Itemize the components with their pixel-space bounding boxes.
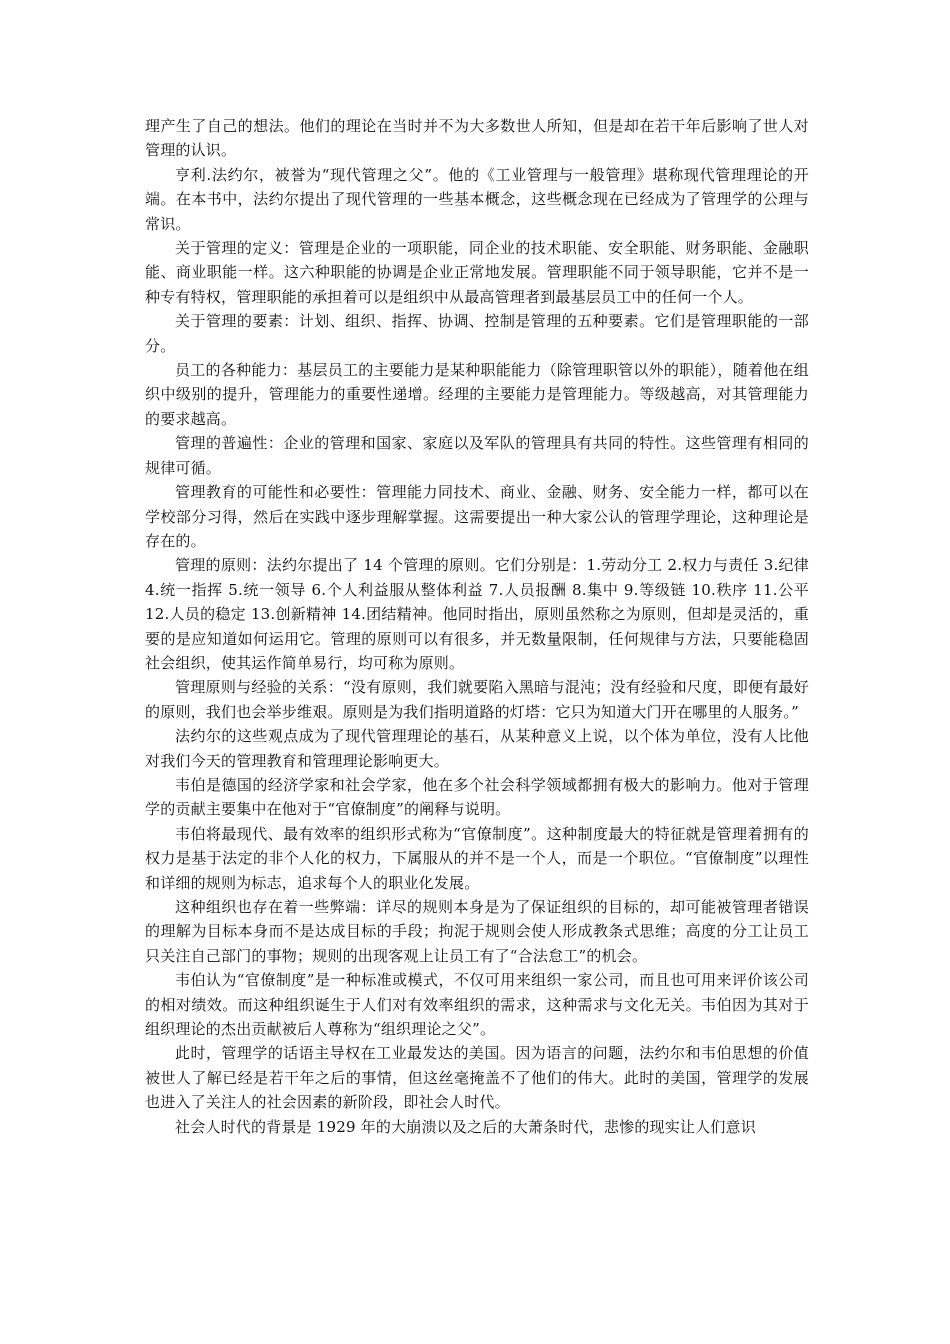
paragraph-12: 韦伯将最现代、最有效率的组织形式称为“官僚制度”。这种制度最大的特征就是管理着拥有的权力是基于法定的非个人化的权力，下属服从的并不是一个人，而是一个职位。“官僚制度”以理性和详细的规则为标志，追求每个人的职业化发展。 [145, 824, 809, 892]
paragraph-9: 管理原则与经验的关系：“没有原则，我们就要陷入黑暗与混沌；没有经验和尺度，即便有最好的原则，我们也会举步维艰。原则是为我们指明道路的灯塔：它只为知道大门开在哪里的人服务。” [145, 678, 809, 721]
paragraph-10: 法约尔的这些观点成为了现代管理理论的基石，从某种意义上说，以个体为单位，没有人比他对我们今天的管理教育和管理理论影响更大。 [145, 727, 809, 770]
paragraph-4: 关于管理的要素：计划、组织、指挥、协调、控制是管理的五种要素。它们是管理职能的一部分。 [145, 312, 809, 355]
paragraph-13: 这种组织也存在着一些弊端：详尽的规则本身是为了保证组织的目标的，却可能被管理者错误的理解为目标本身而不是达成目标的手段；拘泥于规则会使人形成教条式思维；高度的分工让员工只关注自己部门的事物；规则的出现客观上让员工有了“合法怠工”的机会。 [145, 898, 809, 965]
paragraph-5: 员工的各种能力：基层员工的主要能力是某种职能能力（除管理职管以外的职能），随着他在组织中级别的提升，管理能力的重要性递增。经理的主要能力是管理能力。等级越高，对其管理能力的要求越高。 [145, 361, 809, 428]
paragraph-8: 管理的原则：法约尔提出了 14 个管理的原则。它们分别是：1.劳动分工 2.权力与责任 3.纪律 4.统一指挥 5.统一领导 6.个人利益服从整体利益 7.人员报酬 8.集中 9.等级链 10.秩序 11.公平 12.人员的稳定 13.创新精神 14.团结精神。他同时指出，原则虽然称之为原则，但却是灵活的，重要的是应知道如何运用它。管理的原则可以有很多，并无数量限制，任何规律与方法，只要能稳固社会组织，使其运作简单易行，均可称为原则。 [145, 556, 809, 672]
paragraph-3: 关于管理的定义：管理是企业的一项职能，同企业的技术职能、安全职能、财务职能、金融职能、商业职能一样。这六种职能的协调是企业正常地发展。管理职能不同于领导职能，它并不是一种专有特权，管理职能的承担着可以是组织中从最高管理者到最基层员工中的任何一个人。 [145, 239, 809, 306]
paragraph-11: 韦伯是德国的经济学家和社会学家，他在多个社会科学领域都拥有极大的影响力。他对于管理学的贡献主要集中在他对于“官僚制度”的阐释与说明。 [145, 775, 809, 819]
paragraph-6: 管理的普遍性：企业的管理和国家、家庭以及军队的管理具有共同的特性。这些管理有相同的规律可循。 [145, 434, 809, 477]
paragraph-2: 亨利.法约尔，被誉为“现代管理之父”。他的《工业管理与一般管理》堪称现代管理理论的开端。在本书中，法约尔提出了现代管理的一些基本概念，这些概念现在已经成为了管理学的公理与常识。 [145, 165, 809, 233]
paragraph-1: 理产生了自己的想法。他们的理论在当时并不为大多数世人所知，但是却在若干年后影响了世人对管理的认识。 [145, 117, 809, 160]
paragraph-16: 社会人时代的背景是 1929 年的大崩溃以及之后的大萧条时代，悲惨的现实让人们意识 [175, 1117, 756, 1136]
paragraph-14: 韦伯认为“官僚制度”是一种标准或模式，不仅可用来组织一家公司，而且也可用来评价该公司的相对绩效。而这种组织诞生于人们对有效率组织的需求，这种需求与文化无关。韦伯因为其对于组织理论的杰出贡献被后人尊称为“组织理论之父”。 [145, 971, 809, 1039]
document-body [145, 114, 809, 1139]
paragraph-15: 此时，管理学的话语主导权在工业最发达的美国。因为语言的问题，法约尔和韦伯思想的价值被世人了解已经是若干年之后的事情，但这丝毫掩盖不了他们的伟大。此时的美国，管理学的发展也进入了关注人的社会因素的新阶段，即社会人时代。 [145, 1044, 809, 1112]
paragraph-7: 管理教育的可能性和必要性：管理能力同技术、商业、金融、财务、安全能力一样，都可以在学校部分习得，然后在实践中逐步理解掌握。这需要提出一种大家公认的管理学理论，这种理论是存在的。 [145, 483, 809, 550]
